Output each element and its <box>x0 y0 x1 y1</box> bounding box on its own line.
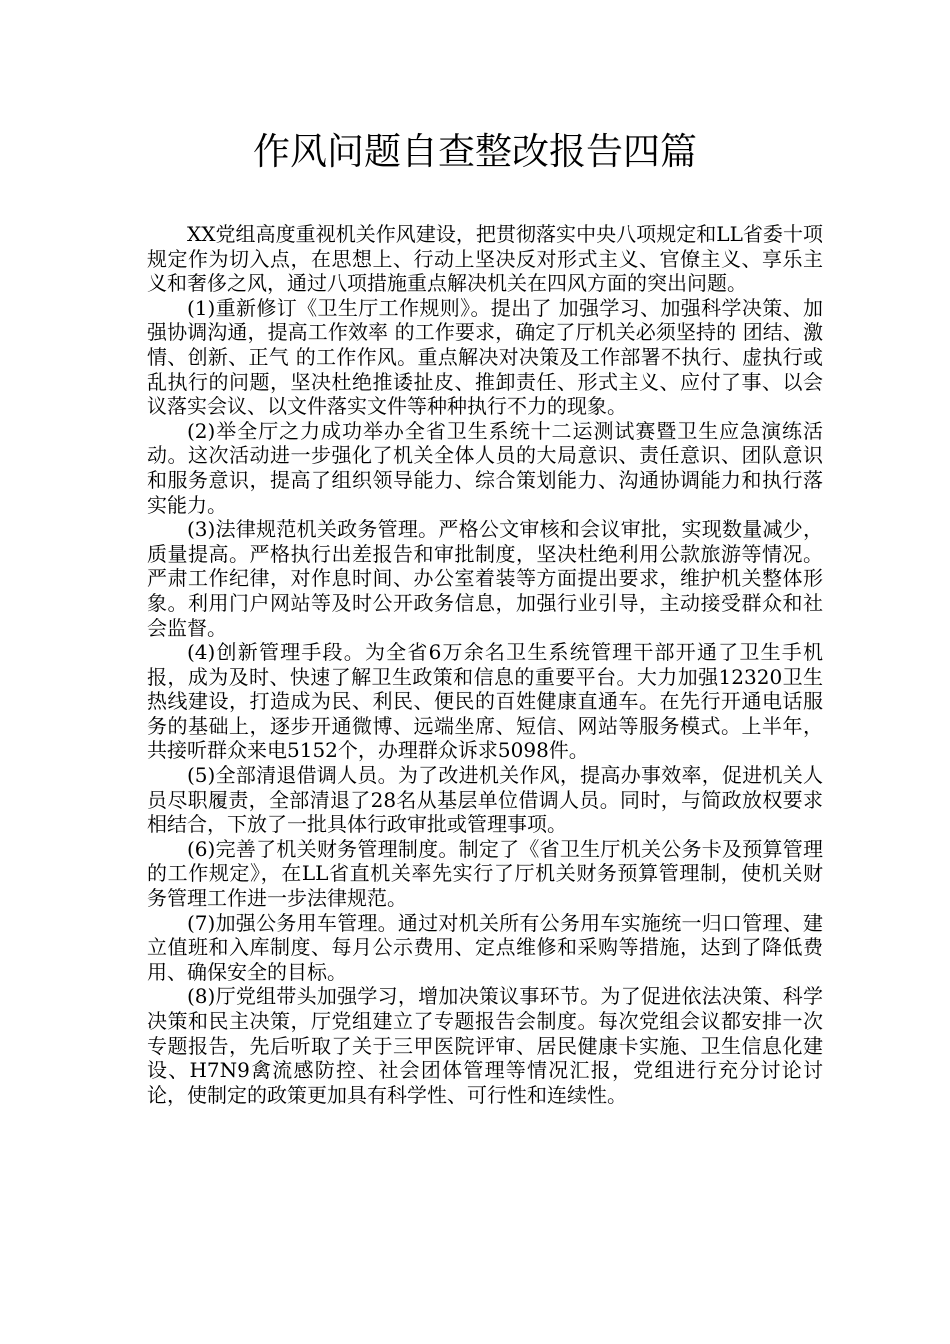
measure-7-paragraph: (7)加强公务用车管理。通过对机关所有公务用车实施统一归口管理、建立值班和入库制度、每月公示费用、定点维修和采购等措施，达到了降低费用、确保安全的目标。 <box>147 910 823 984</box>
intro-paragraph: XX党组高度重视机关作风建设，把贯彻落实中央八项规定和LL省委十项规定作为切入点，在思想上、行动上坚决反对形式主义、官僚主义、享乐主义和奢侈之风，通过八项措施重点解决机关在四风方面的突出问题。 <box>147 222 823 296</box>
measure-8-paragraph: (8)厅党组带头加强学习，增加决策议事环节。为了促进依法决策、科学决策和民主决策，厅党组建立了专题报告会制度。每次党组会议都安排一次专题报告，先后听取了关于三甲医院评审、居民健康卡实施、卫生信息化建设、H7N9禽流感防控、社会团体管理等情况汇报，党组进行充分讨论讨论，使制定的政策更加具有科学性、可行性和连续性。 <box>147 984 823 1107</box>
measure-4-paragraph: (4)创新管理手段。为全省6万余名卫生系统管理干部开通了卫生手机报，成为及时、快速了解卫生政策和信息的重要平台。大力加强12320卫生热线建设，打造成为民、利民、便民的百姓健康直通车。在先行开通电话服务的基础上，逐步开通微博、远端坐席、短信、网站等服务模式。上半年，共接听群众来电5152个，办理群众诉求5098件。 <box>147 640 823 763</box>
measure-6-paragraph: (6)完善了机关财务管理制度。制定了《省卫生厅机关公务卡及预算管理的工作规定》，在LL省直机关率先实行了厅机关财务预算管理制，使机关财务管理工作进一步法律规范。 <box>147 836 823 911</box>
measure-1-paragraph: (1)重新修订《卫生厅工作规则》。提出了 加强学习、加强科学决策、加强协调沟通，提高工作效率 的工作要求，确定了厅机关必须坚持的 团结、激情、创新、正气 的工作作风。重点解决对决策及工作部署不执行、虚执行或乱执行的问题，坚决杜绝推诿扯皮、推卸责任、形式主义、应付了事、以会议落实会议、以文件落实文件等种种执行不力的现象。 <box>147 295 823 419</box>
document-body <box>147 222 823 1107</box>
measure-3-paragraph: (3)法律规范机关政务管理。严格公文审核和会议审批，实现数量减少，质量提高。严格执行出差报告和审批制度，坚决杜绝利用公款旅游等情况。严肃工作纪律，对作息时间、办公室着装等方面提出要求，维护机关整体形象。利用门户网站等及时公开政务信息，加强行业引导，主动接受群众和社会监督。 <box>147 517 823 640</box>
measure-2-paragraph: (2)举全厅之力成功举办全省卫生系统十二运测试赛暨卫生应急演练活动。这次活动进一步强化了机关全体人员的大局意识、责任意识、团队意识和服务意识，提高了组织领导能力、综合策划能力、沟通协调能力和执行落实能力。 <box>147 418 823 517</box>
document-title: 作风问题自查整改报告四篇 <box>253 130 697 173</box>
measure-5-paragraph: (5)全部清退借调人员。为了改进机关作风，提高办事效率，促进机关人员尽职履责，全部清退了28名从基层单位借调人员。同时，与简政放权要求相结合，下放了一批具体行政审批或管理事项。 <box>147 763 823 837</box>
